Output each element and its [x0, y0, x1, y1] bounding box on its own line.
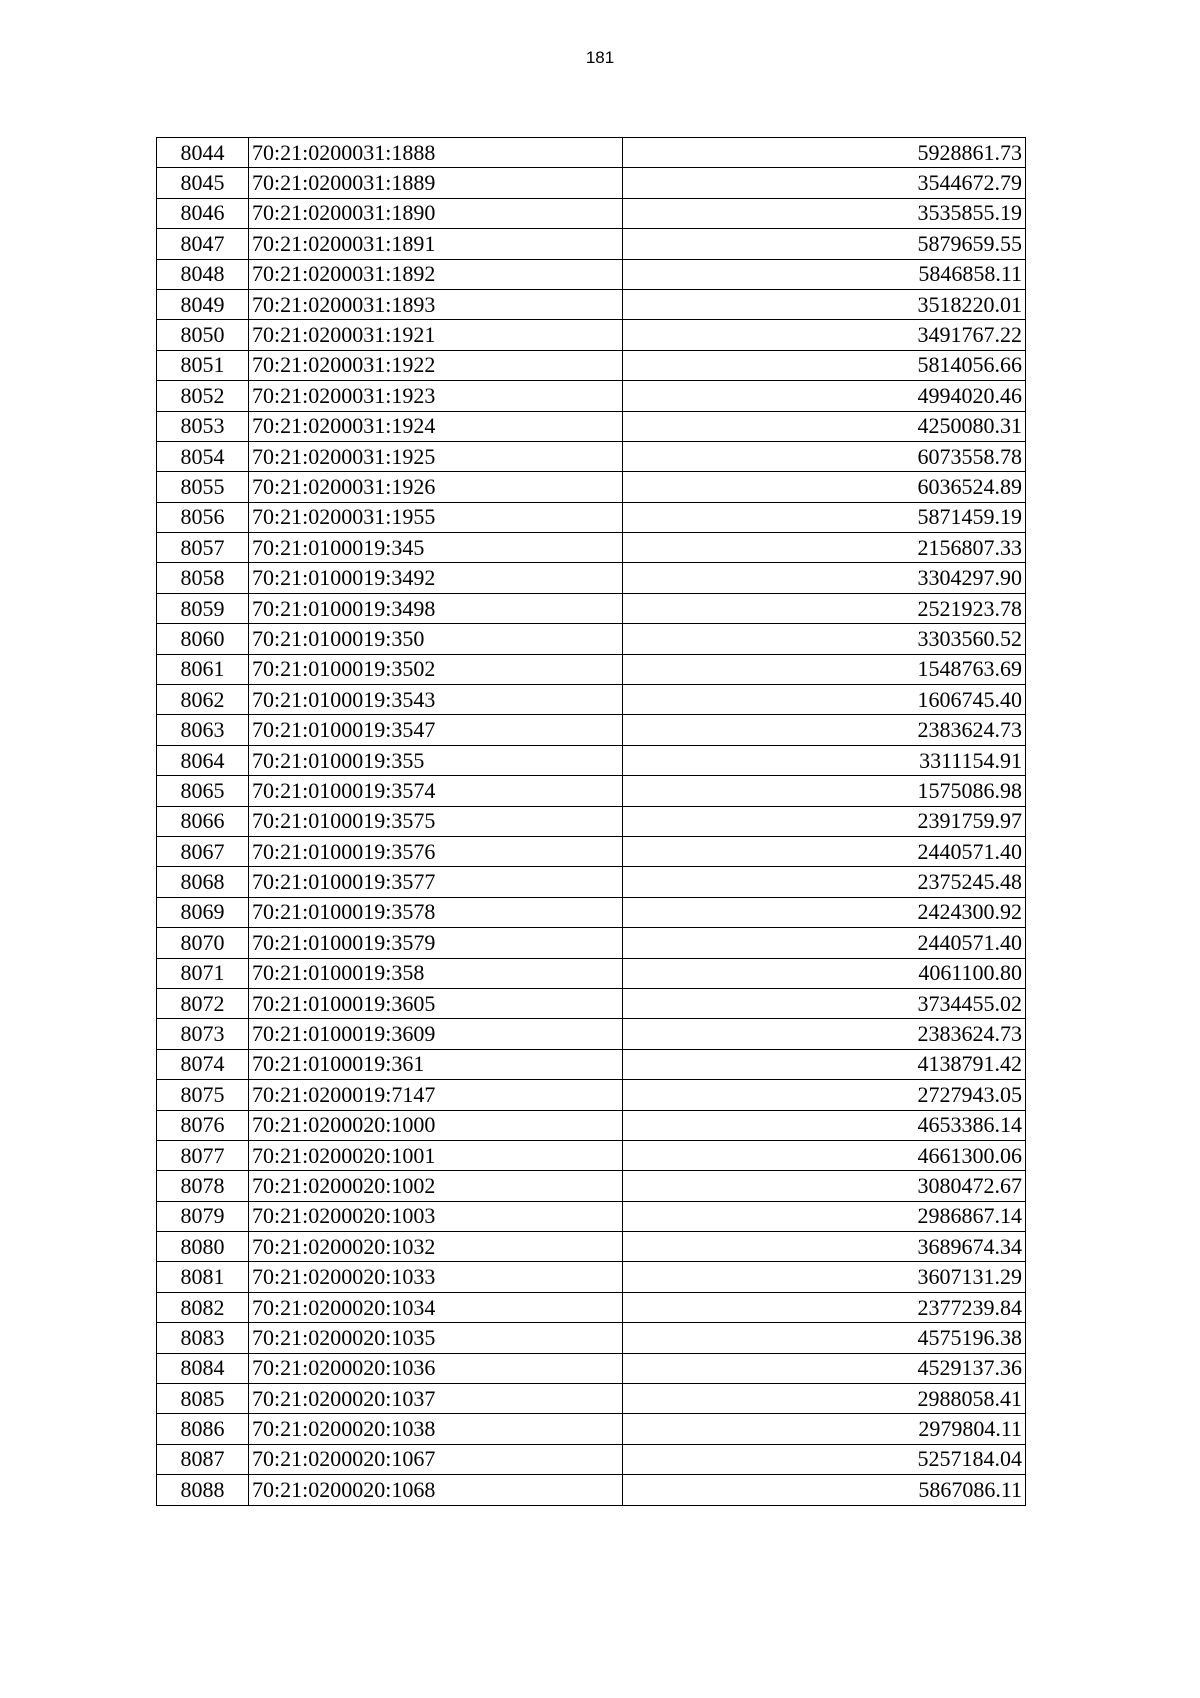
cadastral-value-cell: 5846858.11 [623, 259, 1026, 289]
row-number-cell: 8085 [157, 1384, 249, 1414]
row-number-cell: 8058 [157, 563, 249, 593]
cadastral-number-cell: 70:21:0200020:1038 [249, 1414, 623, 1444]
cadastral-number-cell: 70:21:0200020:1068 [249, 1475, 623, 1505]
cadastral-value-cell: 2988058.41 [623, 1384, 1026, 1414]
cadastral-value-cell: 2391759.97 [623, 806, 1026, 836]
row-number-cell: 8048 [157, 259, 249, 289]
table-row [157, 1019, 1026, 1049]
row-number-cell: 8045 [157, 168, 249, 198]
cadastral-number-cell: 70:21:0100019:3574 [249, 776, 623, 806]
table-row [157, 350, 1026, 380]
cadastral-number-cell: 70:21:0100019:355 [249, 745, 623, 775]
cadastral-number-cell: 70:21:0100019:3577 [249, 867, 623, 897]
table-row [157, 1201, 1026, 1231]
cadastral-number-cell: 70:21:0200020:1067 [249, 1444, 623, 1474]
cadastral-number-cell: 70:21:0100019:358 [249, 958, 623, 988]
cadastral-value-cell: 3491767.22 [623, 320, 1026, 350]
row-number-cell: 8088 [157, 1475, 249, 1505]
table-row [157, 654, 1026, 684]
cadastral-value-cell: 2727943.05 [623, 1080, 1026, 1110]
row-number-cell: 8078 [157, 1171, 249, 1201]
cadastral-value-cell: 1548763.69 [623, 654, 1026, 684]
cadastral-value-cell: 4661300.06 [623, 1140, 1026, 1170]
cadastral-value-cell: 5928861.73 [623, 138, 1026, 168]
row-number-cell: 8054 [157, 441, 249, 471]
row-number-cell: 8063 [157, 715, 249, 745]
cadastral-value-cell: 4138791.42 [623, 1049, 1026, 1079]
table-row [157, 289, 1026, 319]
table-row [157, 745, 1026, 775]
cadastral-value-cell: 3303560.52 [623, 624, 1026, 654]
table-row [157, 138, 1026, 168]
table-row [157, 988, 1026, 1018]
row-number-cell: 8069 [157, 897, 249, 927]
row-number-cell: 8070 [157, 928, 249, 958]
table-row [157, 472, 1026, 502]
table-row [157, 715, 1026, 745]
cadastral-number-cell: 70:21:0200020:1035 [249, 1323, 623, 1353]
cadastral-value-cell: 3689674.34 [623, 1232, 1026, 1262]
table-row [157, 533, 1026, 563]
row-number-cell: 8082 [157, 1292, 249, 1322]
table-row [157, 806, 1026, 836]
table-row [157, 441, 1026, 471]
row-number-cell: 8083 [157, 1323, 249, 1353]
row-number-cell: 8076 [157, 1110, 249, 1140]
cadastral-value-cell: 2377239.84 [623, 1292, 1026, 1322]
row-number-cell: 8050 [157, 320, 249, 350]
cadastral-number-cell: 70:21:0100019:3575 [249, 806, 623, 836]
cadastral-number-cell: 70:21:0200020:1001 [249, 1140, 623, 1170]
row-number-cell: 8074 [157, 1049, 249, 1079]
cadastral-number-cell: 70:21:0200031:1893 [249, 289, 623, 319]
cadastral-number-cell: 70:21:0100019:3605 [249, 988, 623, 1018]
cadastral-number-cell: 70:21:0200020:1036 [249, 1353, 623, 1383]
cadastral-number-cell: 70:21:0200031:1890 [249, 198, 623, 228]
cadastral-value-cell: 3535855.19 [623, 198, 1026, 228]
cadastral-value-cell: 1606745.40 [623, 685, 1026, 715]
cadastral-value-cell: 4994020.46 [623, 381, 1026, 411]
cadastral-number-cell: 70:21:0200031:1924 [249, 411, 623, 441]
table-row [157, 259, 1026, 289]
table-row [157, 897, 1026, 927]
table-row [157, 1384, 1026, 1414]
cadastral-value-cell: 4250080.31 [623, 411, 1026, 441]
cadastral-number-cell: 70:21:0100019:3578 [249, 897, 623, 927]
row-number-cell: 8068 [157, 867, 249, 897]
cadastral-number-cell: 70:21:0200031:1923 [249, 381, 623, 411]
table-row [157, 1292, 1026, 1322]
cadastral-value-cell: 3304297.90 [623, 563, 1026, 593]
cadastral-value-cell: 3080472.67 [623, 1171, 1026, 1201]
cadastral-value-cell: 5257184.04 [623, 1444, 1026, 1474]
cadastral-value-cell: 2424300.92 [623, 897, 1026, 927]
cadastral-value-cell: 4529137.36 [623, 1353, 1026, 1383]
table-row [157, 958, 1026, 988]
table-row [157, 1080, 1026, 1110]
cadastral-value-cell: 3734455.02 [623, 988, 1026, 1018]
table-row [157, 1323, 1026, 1353]
cadastral-number-cell: 70:21:0200031:1892 [249, 259, 623, 289]
cadastral-number-cell: 70:21:0100019:3579 [249, 928, 623, 958]
cadastral-number-cell: 70:21:0200031:1922 [249, 350, 623, 380]
row-number-cell: 8065 [157, 776, 249, 806]
table-row [157, 1475, 1026, 1505]
cadastral-number-cell: 70:21:0200031:1888 [249, 138, 623, 168]
cadastral-number-cell: 70:21:0100019:3543 [249, 685, 623, 715]
cadastral-value-cell: 3518220.01 [623, 289, 1026, 319]
table-row [157, 411, 1026, 441]
row-number-cell: 8049 [157, 289, 249, 319]
row-number-cell: 8087 [157, 1444, 249, 1474]
cadastral-number-cell: 70:21:0200031:1891 [249, 229, 623, 259]
cadastral-number-cell: 70:21:0200020:1002 [249, 1171, 623, 1201]
cadastral-value-cell: 2979804.11 [623, 1414, 1026, 1444]
cadastral-number-cell: 70:21:0100019:3576 [249, 836, 623, 866]
table-row [157, 624, 1026, 654]
cadastral-value-cell: 4061100.80 [623, 958, 1026, 988]
table-row [157, 1414, 1026, 1444]
cadastral-value-cell: 5871459.19 [623, 502, 1026, 532]
table-row [157, 593, 1026, 623]
cadastral-value-cell: 2986867.14 [623, 1201, 1026, 1231]
row-number-cell: 8046 [157, 198, 249, 228]
cadastral-value-cell: 1575086.98 [623, 776, 1026, 806]
cadastral-number-cell: 70:21:0200020:1032 [249, 1232, 623, 1262]
row-number-cell: 8084 [157, 1353, 249, 1383]
table-row [157, 1110, 1026, 1140]
cadastral-number-cell: 70:21:0100019:3502 [249, 654, 623, 684]
table-row [157, 563, 1026, 593]
table-row [157, 381, 1026, 411]
row-number-cell: 8080 [157, 1232, 249, 1262]
cadastral-number-cell: 70:21:0200020:1037 [249, 1384, 623, 1414]
row-number-cell: 8077 [157, 1140, 249, 1170]
row-number-cell: 8062 [157, 685, 249, 715]
cadastral-number-cell: 70:21:0200031:1921 [249, 320, 623, 350]
row-number-cell: 8072 [157, 988, 249, 1018]
cadastral-value-cell: 6073558.78 [623, 441, 1026, 471]
cadastral-value-cell: 4575196.38 [623, 1323, 1026, 1353]
table-row [157, 1232, 1026, 1262]
table-row [157, 1444, 1026, 1474]
table-body [157, 138, 1026, 1506]
page-number: 181 [585, 48, 615, 67]
table-row [157, 1140, 1026, 1170]
row-number-cell: 8075 [157, 1080, 249, 1110]
table-row [157, 1262, 1026, 1292]
cadastral-number-cell: 70:21:0100019:3492 [249, 563, 623, 593]
row-number-cell: 8056 [157, 502, 249, 532]
cadastral-value-table [156, 137, 1026, 1506]
table-row [157, 1049, 1026, 1079]
row-number-cell: 8053 [157, 411, 249, 441]
cadastral-number-cell: 70:21:0200031:1889 [249, 168, 623, 198]
cadastral-value-cell: 2375245.48 [623, 867, 1026, 897]
table-row [157, 1171, 1026, 1201]
cadastral-value-cell: 5867086.11 [623, 1475, 1026, 1505]
row-number-cell: 8060 [157, 624, 249, 654]
table-row [157, 685, 1026, 715]
row-number-cell: 8044 [157, 138, 249, 168]
row-number-cell: 8086 [157, 1414, 249, 1444]
cadastral-number-cell: 70:21:0100019:3547 [249, 715, 623, 745]
cadastral-value-cell: 3311154.91 [623, 745, 1026, 775]
cadastral-number-cell: 70:21:0100019:345 [249, 533, 623, 563]
cadastral-value-cell: 3544672.79 [623, 168, 1026, 198]
cadastral-number-cell: 70:21:0100019:3609 [249, 1019, 623, 1049]
row-number-cell: 8047 [157, 229, 249, 259]
row-number-cell: 8052 [157, 381, 249, 411]
cadastral-value-cell: 2440571.40 [623, 928, 1026, 958]
row-number-cell: 8071 [157, 958, 249, 988]
table-row [157, 867, 1026, 897]
cadastral-number-cell: 70:21:0200020:1034 [249, 1292, 623, 1322]
cadastral-value-cell: 3607131.29 [623, 1262, 1026, 1292]
row-number-cell: 8067 [157, 836, 249, 866]
table-row [157, 1353, 1026, 1383]
row-number-cell: 8081 [157, 1262, 249, 1292]
table-row [157, 168, 1026, 198]
row-number-cell: 8051 [157, 350, 249, 380]
table-row [157, 320, 1026, 350]
cadastral-number-cell: 70:21:0100019:361 [249, 1049, 623, 1079]
row-number-cell: 8055 [157, 472, 249, 502]
row-number-cell: 8066 [157, 806, 249, 836]
row-number-cell: 8059 [157, 593, 249, 623]
cadastral-value-cell: 6036524.89 [623, 472, 1026, 502]
row-number-cell: 8064 [157, 745, 249, 775]
cadastral-number-cell: 70:21:0200019:7147 [249, 1080, 623, 1110]
cadastral-number-cell: 70:21:0100019:3498 [249, 593, 623, 623]
table-row [157, 229, 1026, 259]
cadastral-value-cell: 2521923.78 [623, 593, 1026, 623]
cadastral-value-cell: 2383624.73 [623, 715, 1026, 745]
cadastral-number-cell: 70:21:0100019:350 [249, 624, 623, 654]
cadastral-number-cell: 70:21:0200020:1000 [249, 1110, 623, 1140]
row-number-cell: 8079 [157, 1201, 249, 1231]
table-row [157, 198, 1026, 228]
cadastral-value-cell: 5814056.66 [623, 350, 1026, 380]
cadastral-value-cell: 2440571.40 [623, 836, 1026, 866]
row-number-cell: 8057 [157, 533, 249, 563]
row-number-cell: 8073 [157, 1019, 249, 1049]
row-number-cell: 8061 [157, 654, 249, 684]
cadastral-value-cell: 2383624.73 [623, 1019, 1026, 1049]
table-row [157, 502, 1026, 532]
cadastral-number-cell: 70:21:0200020:1033 [249, 1262, 623, 1292]
cadastral-number-cell: 70:21:0200020:1003 [249, 1201, 623, 1231]
cadastral-value-cell: 2156807.33 [623, 533, 1026, 563]
table-row [157, 836, 1026, 866]
cadastral-number-cell: 70:21:0200031:1955 [249, 502, 623, 532]
cadastral-number-cell: 70:21:0200031:1926 [249, 472, 623, 502]
cadastral-value-cell: 5879659.55 [623, 229, 1026, 259]
table-row [157, 928, 1026, 958]
cadastral-value-cell: 4653386.14 [623, 1110, 1026, 1140]
cadastral-number-cell: 70:21:0200031:1925 [249, 441, 623, 471]
table-row [157, 776, 1026, 806]
